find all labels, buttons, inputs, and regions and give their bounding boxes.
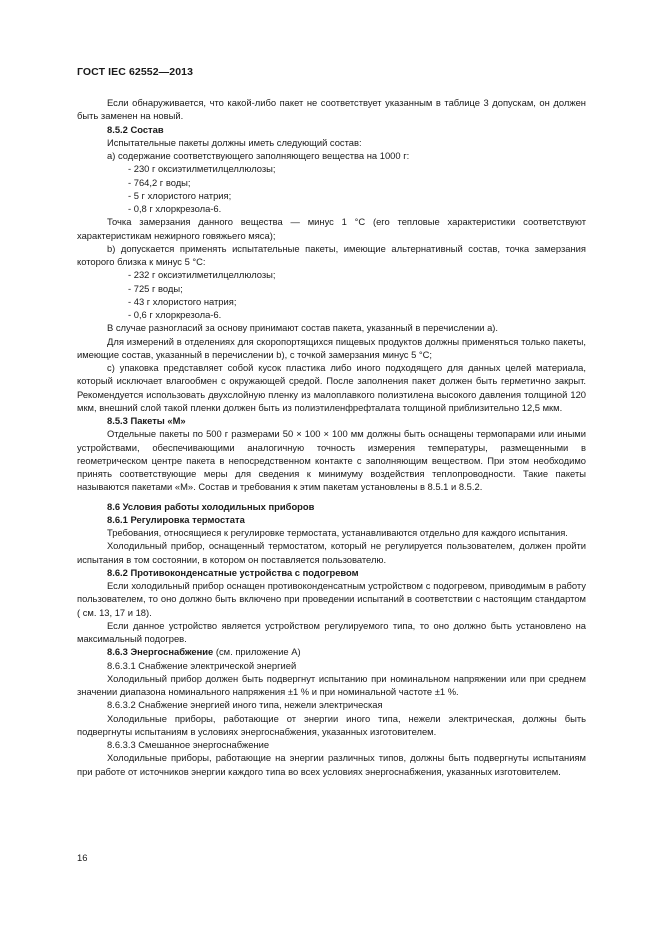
paragraph: Для измерений в отделениях для скоропортящихся пищевых продуктов должны применяться только пакеты, имеющие состав, указанный в перечислении b), с точкой замерзания минус 5 °С; xyxy=(77,335,586,360)
paragraph: Если обнаруживается, что какой-либо пакет не соответствует указанным в таблице 3 допускам, он должен быть заменен на новый. xyxy=(77,97,586,122)
paragraph: Отдельные пакеты по 500 г размерами 50 × 100 × 100 мм должны быть оснащены термопарами или иными устройствами, обеспечивающими аналогичную точность измерения температуры, размещенными в геометрическом центре пакета в непосредственном контакте с заполняющим веществом. При этом необходимо принять соответствующие меры для сведения к минимуму воздействия теплопроводности. Такие пакеты называются пакетами «М». Состав и требования к этим пакетам установлены в 8.5.1 и 8.5.2. xyxy=(77,428,586,493)
section-heading-8-6-1: 8.6.1 Регулировка термостата xyxy=(107,513,245,525)
paragraph: Холодильные приборы, работающие от энергии иного типа, нежели электрическая, должны быть подвергнуты испытаниям в условиях энергоснабжения, указанных изготовителем. xyxy=(77,712,586,737)
paragraph: Точка замерзания данного вещества — минус 1 °С (его тепловые характеристики соответствуют характеристикам нежирного говяжьего мяса); xyxy=(77,216,586,241)
paragraph: Если данное устройство является устройством регулируемого типа, то оно должно быть установлено на максимальный подогрев. xyxy=(77,619,586,644)
list-subitem: - 5 г хлористого натрия; xyxy=(128,189,232,201)
subsection-heading-8-6-3-1: 8.6.3.1 Снабжение электрической энергией xyxy=(107,659,297,671)
page-number: 16 xyxy=(77,852,88,863)
list-item: b) допускается применять испытательные пакеты, имеющие альтернативный состав, точка замерзания которого близка к минус 5 °С: xyxy=(77,242,586,267)
subsection-heading-8-6-3-3: 8.6.3.3 Смешанное энергоснабжение xyxy=(107,739,270,750)
list-subitem: - 764,2 г воды; xyxy=(128,176,191,188)
list-subitem: - 230 г оксиэтилметилцеллюлозы; xyxy=(128,163,276,175)
document-body xyxy=(77,96,586,778)
section-heading-8-6-3 xyxy=(77,645,586,658)
paragraph: Требования, относящиеся к регулировке термостата, устанавливаются отдельно для каждого испытания. xyxy=(107,527,568,538)
section-heading-8-6-3-ref: (см. приложение А) xyxy=(215,646,301,658)
section-heading-8-6: 8.6 Условия работы холодильных приборов xyxy=(107,500,315,512)
paragraph: Испытательные пакеты должны иметь следующий состав: xyxy=(107,136,362,148)
section-heading-8-6-2: 8.6.2 Противоконденсатные устройства с подогревом xyxy=(107,566,359,578)
list-item: с) упаковка представляет собой кусок пластика либо иного подходящего для данных целей материала, который исключает влагообмен с окружающей средой. После заполнения пакет должен быть герметично закрыт. Рекомендуется использовать двухслойную пленку из малоплавкого полиэтилена высокого давления толщиной 120 мкм, внешний слой такой пленки должен быть из полиэтиленфрефталата толщиной приблизительно 12,5 мкм. xyxy=(77,362,586,413)
paragraph: Холодильный прибор, оснащенный термостатом, который не регулируется пользователем, должен пройти испытания в том состоянии, в котором он поставляется пользователю. xyxy=(77,540,586,565)
list-subitem: - 232 г оксиэтилметилцеллюлозы; xyxy=(128,269,276,281)
list-subitem: - 725 г воды; xyxy=(128,282,183,294)
paragraph: Если холодильный прибор оснащен противоконденсатным устройством с подогревом, приводимым в работу пользователем, то оно должно быть включено при проведении испытаний в соответствии с настоящим стандартом ( см. 13, 17 и 18). xyxy=(77,580,586,618)
section-heading-8-6-3-title: 8.6.3 Энергоснабжение xyxy=(107,646,214,658)
list-subitem: - 0,6 г хлоркрезола-6. xyxy=(128,309,222,320)
paragraph: В случае разногласий за основу принимают состав пакета, указанный в перечислении а). xyxy=(107,322,499,334)
section-heading-8-5-3: 8.5.3 Пакеты «М» xyxy=(107,415,186,426)
list-subitem: - 43 г хлористого натрия; xyxy=(128,295,237,307)
section-heading-8-5-2: 8.5.2 Состав xyxy=(107,123,164,135)
subsection-heading-8-6-3-2: 8.6.3.2 Снабжение энергией иного типа, нежели электрическая xyxy=(107,699,383,711)
document-header: ГОСТ IEC 62552—2013 xyxy=(77,66,194,78)
list-item: а) содержание соответствующего заполняющего вещества на 1000 г: xyxy=(107,150,410,161)
paragraph: Холодильный прибор должен быть подвергнут испытанию при номинальном напряжении или при среднем значении диапазона номинального напряжения ±1 % и при номинальной частоте ±1 %. xyxy=(77,672,586,697)
list-subitem: - 0,8 г хлоркрезола-6. xyxy=(128,203,222,214)
paragraph: Холодильные приборы, работающие на энергии различных типов, должны быть подвергнуты испытаниям при работе от источников энергии каждого типа во всех условиях энергоснабжения, указанных изготовителем. xyxy=(77,752,586,777)
